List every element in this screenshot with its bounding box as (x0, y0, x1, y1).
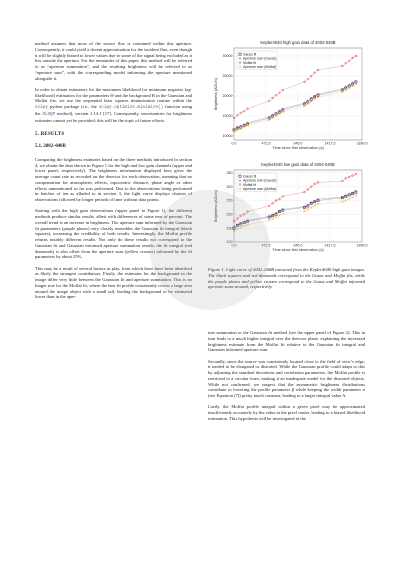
x-axis-label: Time since first observation [s] (272, 146, 324, 150)
paragraph: Secondly, since the source was consistently located close to the field of view’s edge, it tended to be elongated or distorted. While the Gaussian profile could adapt to this by adjusting the standard deviations and correlation parameters, the Moffat profile is restricted to a circular form, making it an inadequate model for the distorted objects. While not confirmed, we suspect that the asymmetric brightness distributions contribute to lowering the profile parameter β while keeping the width parameter α (see Equation (7)) pretty much constant, leading to a larger integral value A. (208, 358, 365, 398)
x-tick-label: 472.5 (261, 243, 271, 248)
code-minimize: scipy.optimize.minimize() (98, 105, 164, 110)
y-tick-label: 25000 (222, 74, 233, 79)
text-run: In order to obtain estimators for the maximum likelihood (or minimum negative log-likelihood) estimators for the parameters Θ and the background B in the Gaussian and Moffat fits, we use the sequential least squares minimisation routine within the (35, 86, 192, 104)
x-tick-label: 0.0 (231, 243, 237, 248)
paragraph (35, 87, 192, 124)
low-gain-chart (208, 162, 368, 262)
figure-caption: Figure 1. Light curve of 2002–040B extracted from the Kepler4040 high gain images. The black squares and red diamonds correspond to the Gauss and Moffat fits, while the purple pluses and yellow crosses correspond to the Gauss and Moffat informed aperture sums around, respectively. (208, 267, 365, 290)
x-tick-label: 1417.5 (324, 243, 336, 248)
section-heading: 5. RESULTS (35, 132, 65, 138)
x-tick-label: 1890.0 (356, 243, 368, 248)
high-gain-chart (208, 40, 368, 160)
text-run: function using the (35, 104, 193, 116)
x-axis-label: Time since first observation [s] (272, 248, 324, 252)
y-tick-label: 30000 (222, 54, 233, 59)
legend-entry: Aperture sum (Moffat) (243, 187, 276, 191)
legend-entry: Moffat fit (243, 60, 256, 65)
paragraph: Comparing the brightness estimates based on the three methods introduced in section 4, we obtain the data shown in Figure 1 for the high and low gain channels (upper and lower panel, respectively). The brightness information displayed here gives the average count rate as recorded on the detector for each observation, meaning that no compensation for atmospheric effects, topocentric distance, phase angle or other effects unmentioned so far was performed. Due to the observations being performed in batches of ten as alluded to in section 3, the light curve displays clusters of observations followed by longer periods of time without data points. (35, 156, 192, 202)
legend-entry: Gauss fit (243, 174, 257, 179)
legend-entry: Moffat fit (243, 182, 256, 187)
paragraph: method assumes that most of the source flux is contained within this aperture. Consequently, it could yield a decent approximation for the incident flux, even though it will be slightly biased to lower values due to some of the signal being excluded as it lies outside the aperture. For the remainder of this paper, this method will be referred to as “aperture summation”, and the resulting brightness will be referred to as “aperture sum”, with the corresponding model informing the aperture mentioned alongside it. (35, 41, 192, 81)
paragraph: Lastly, the Moffat profile integral within a given pixel may be approximated insufficiently accurately by the value at the pixel center, leading to a biased likelihood estimation. This hypothesis will be investigated in the (208, 404, 365, 421)
legend-entry: Aperture sum (Moffat) (243, 65, 276, 69)
legend-entry: Aperture sum (Gauss) (243, 56, 277, 61)
x-tick-label: 945.0 (293, 243, 303, 248)
y-tick-label: 15000 (222, 114, 233, 119)
paragraph: Starting with the high gain observations (upper panel in Figure 1), the different methods produce similar results, albeit with differences of some tens of percent. The overall trend is an increase in brightness. The aperture sum informed by the Gaussian fit parameters (purple pluses) very closely resembles the Gaussian fit integral (black squares), increasing the credibility of both results. Interestingly, the Moffat profile returns notably different results. Not only do these results not correspond to the Gaussian fit and Gaussian informed aperture summation results, the fit integral (red diamonds) is also offset from the aperture sum (yellow crosses) informed by the fit parameters by about 25%. (35, 208, 192, 260)
y-axis-label: Brightness [ADU/s] (214, 77, 218, 111)
right-column (208, 330, 365, 427)
y-tick-label: 20000 (222, 94, 233, 99)
y-tick-label: 200 (226, 212, 233, 217)
legend-entry: Gauss fit (243, 52, 257, 57)
left-column (35, 41, 192, 306)
y-tick-label: 300 (226, 184, 233, 189)
x-tick-label: 945.0 (293, 141, 303, 146)
y-axis-label: Brightness [ADU/s] (214, 189, 218, 223)
chart-title: Kepler4040 low gain data of 2002-040B (261, 162, 335, 167)
y-tick-label: 150 (226, 226, 233, 231)
legend-entry: Aperture sum (Gauss) (243, 178, 277, 183)
code-scipy: scipy (35, 105, 48, 110)
text-run: python package (i.e., the (47, 104, 99, 109)
x-tick-label: 1417.5 (324, 141, 336, 146)
paragraph: ture summation or the Gaussian fit method (see the upper panel of Figure 2). This in turn leads to a much higher integral over the detector plane, explaining the increased brightness estimate from the Moffat fit relative to the Gaussian fit integral and Gaussian informed aperture sum. (208, 330, 365, 353)
x-tick-label: 472.5 (261, 141, 271, 146)
y-tick-label: 10000 (222, 134, 233, 139)
text-run: method), version 1.14.1 [17]. Consequently, uncertainties for brightness estimates cannot yet be provided; this will be the topic of future efforts. (35, 110, 192, 123)
code-slsqp: SLSQP (42, 111, 56, 117)
y-tick-label: 250 (226, 198, 233, 203)
chart-title: Kepler4040 high gain data of 2002-040B (260, 40, 336, 45)
legend (237, 51, 277, 70)
legend (237, 173, 277, 192)
y-tick-label: 100 (226, 240, 233, 245)
y-tick-label: 350 (226, 170, 233, 175)
subsection-heading: 5.1. 2002–040B (35, 144, 66, 149)
x-tick-label: 1890.0 (356, 141, 368, 146)
paragraph: This may be a result of several factors at play, from which three have been identified as likely the strongest contributors. Firstly, the estimates for the background in the image differ very little between the Gaussian fit and aperture summation. This is no longer true for the Moffat fit, where the best fit profile consistently covers a large area around the image object with a small tail, leading the background to be estimated lower than in the aper- (35, 265, 192, 300)
x-tick-label: 0.0 (231, 141, 237, 146)
